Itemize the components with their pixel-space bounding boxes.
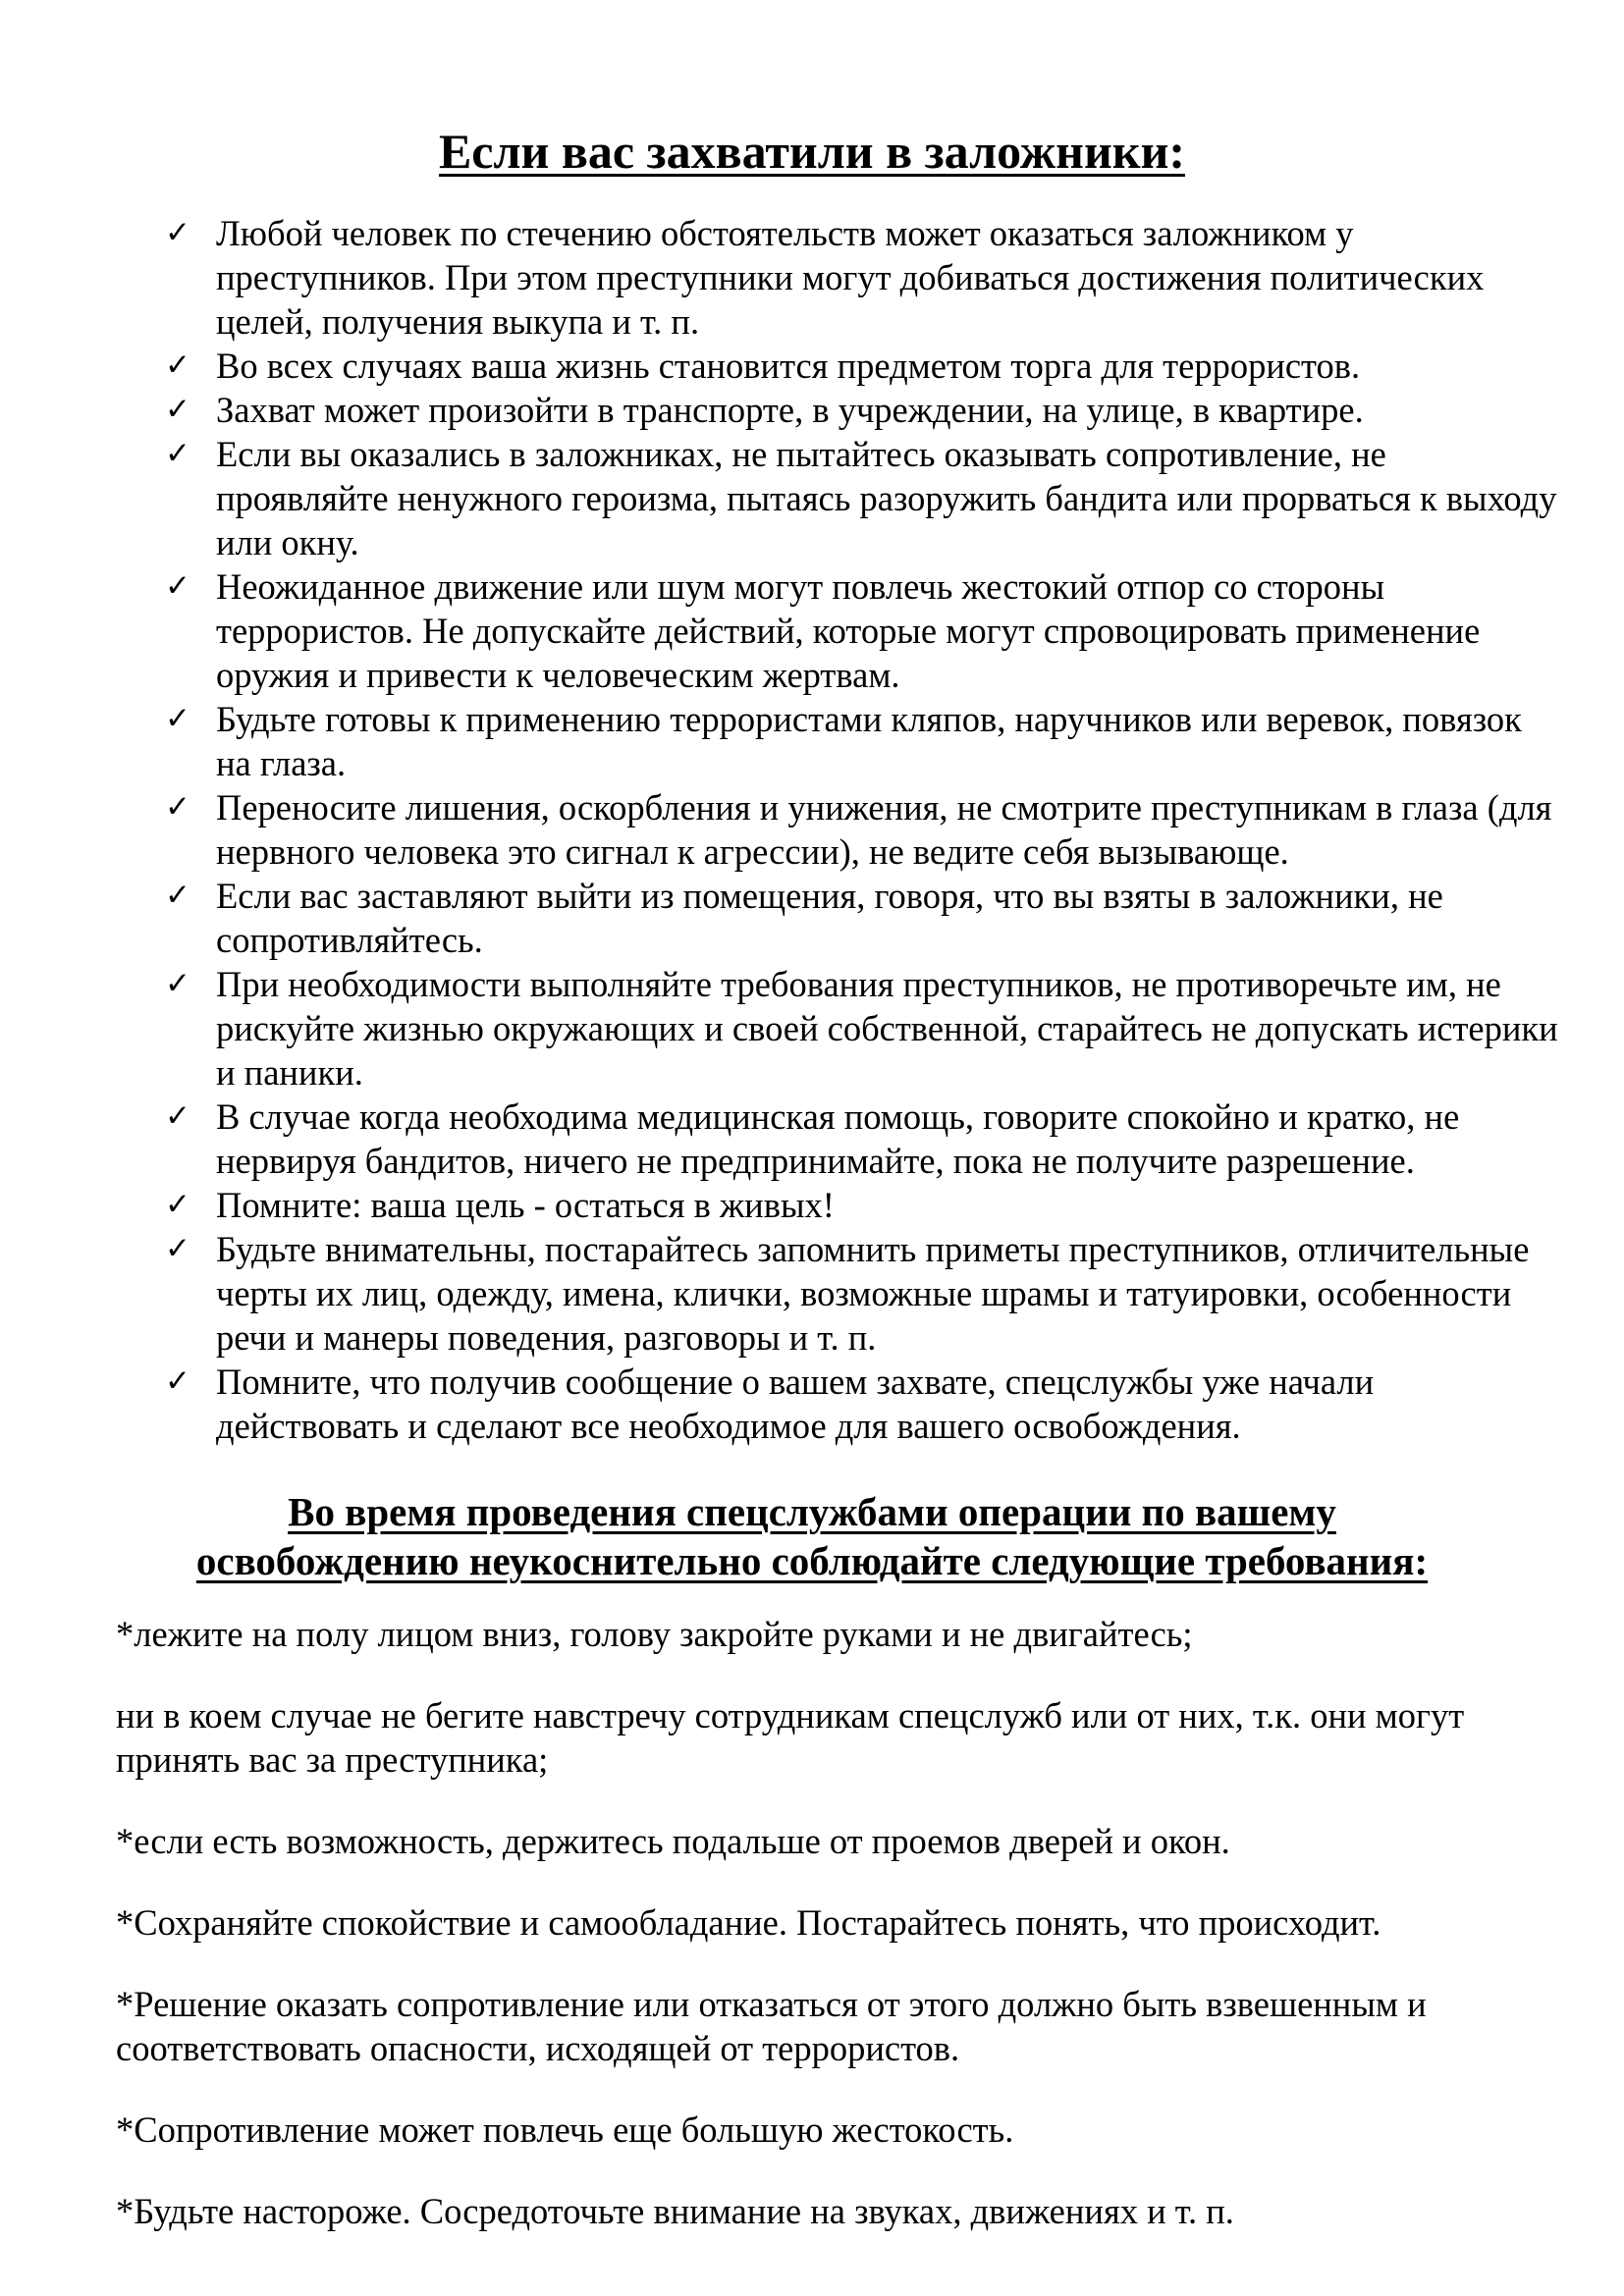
checklist-item bbox=[165, 388, 1559, 432]
checklist-item-text: Переносите лишения, оскорбления и унижения, не смотрите преступникам в глаза (для нервного человека это сигнал к агрессии), не ведите себя вызывающе. bbox=[216, 787, 1552, 872]
checklist-item-text: Если вы оказались в заложниках, не пытайтесь оказывать сопротивление, не проявляйте ненужного героизма, пытаясь разоружить бандита или прорваться к выходу или окну. bbox=[216, 434, 1557, 562]
checklist-item bbox=[165, 697, 1559, 785]
checklist-item-text: При необходимости выполняйте требования преступников, не противоречьте им, не рискуйте жизнью окружающих и своей собственной, старайтесь не допускать истерики и паники. bbox=[216, 964, 1558, 1093]
checkmark-icon: ✓ bbox=[165, 347, 190, 383]
checkmark-icon: ✓ bbox=[165, 568, 190, 604]
checklist-item-text: Будьте внимательны, постарайтесь запомнить приметы преступников, отличительные черты их лиц, одежду, имена, клички, возможные шрамы и татуировки, особенности речи и манеры поведения, разговоры и т. п. bbox=[216, 1229, 1530, 1358]
checkmark-icon: ✓ bbox=[165, 789, 190, 825]
checkmark-icon: ✓ bbox=[165, 1231, 190, 1266]
requirement-paragraph: *Будьте настороже. Сосредоточьте внимание на звуках, движениях и т. п. bbox=[116, 2191, 1234, 2231]
checklist-item bbox=[165, 1227, 1559, 1360]
checkmark-icon: ✓ bbox=[165, 1098, 190, 1134]
checklist-item-text: Помните: ваша цель - остаться в живых! bbox=[216, 1185, 835, 1225]
checklist-item-text: Помните, что получив сообщение о вашем захвате, спецслужбы уже начали действовать и сделают все необходимое для вашего освобождения. bbox=[216, 1362, 1375, 1446]
checklist-item-text: В случае когда необходима медицинская помощь, говорите спокойно и кратко, не нервируя бандитов, ничего не предпринимайте, пока не получите разрешение. bbox=[216, 1096, 1460, 1181]
section-heading-line-2: освобождению неукоснительно соблюдайте следующие требования: bbox=[195, 1538, 1429, 1583]
checklist-item-text: Если вас заставляют выйти из помещения, говоря, что вы взяты в заложники, не сопротивляйтесь. bbox=[216, 876, 1443, 960]
checklist-item bbox=[165, 344, 1559, 388]
checklist-item-text: Неожиданное движение или шум могут повлечь жестокий отпор со стороны террористов. Не допускайте действий, которые могут спровоцировать применение оружия и привести к человеческим жертвам. bbox=[216, 566, 1481, 695]
checklist-item bbox=[165, 432, 1559, 564]
checklist-item bbox=[165, 962, 1559, 1095]
checklist-item bbox=[165, 1095, 1559, 1183]
checklist-item bbox=[165, 874, 1559, 962]
checkmark-icon: ✓ bbox=[165, 1187, 190, 1222]
checklist-item bbox=[165, 564, 1559, 697]
checklist-item bbox=[165, 1360, 1559, 1448]
requirement-paragraph: *Сохраняйте спокойствие и самообладание. Постарайтесь понять, что происходит. bbox=[116, 1902, 1381, 1943]
checklist-item-text: Захват может произойти в транспорте, в учреждении, на улице, в квартире. bbox=[216, 390, 1364, 430]
requirement-paragraph: ни в коем случае не бегите навстречу сотрудникам спецслужб или от них, т.к. они могут принять вас за преступника; bbox=[116, 1695, 1465, 1780]
requirement-paragraph: *Решение оказать сопротивление или отказаться от этого должно быть взвешенным и соответствовать опасности, исходящей от террористов. bbox=[116, 1984, 1427, 2068]
requirement-paragraph: *Сопротивление может повлечь еще большую жестокость. bbox=[116, 2109, 1014, 2150]
checklist-item bbox=[165, 211, 1559, 344]
checkmark-icon: ✓ bbox=[165, 966, 190, 1001]
requirement-paragraph: *лежите на полу лицом вниз, голову закройте руками и не двигайтесь; bbox=[116, 1614, 1193, 1654]
section-heading bbox=[0, 1487, 1624, 1585]
hostage-checklist bbox=[165, 211, 1559, 1448]
checkmark-icon: ✓ bbox=[165, 436, 190, 471]
checkmark-icon: ✓ bbox=[165, 1363, 190, 1399]
checklist-item bbox=[165, 1183, 1559, 1227]
requirements-list bbox=[116, 1612, 1559, 2270]
page-title: Если вас захватили в заложники: bbox=[438, 124, 1186, 179]
checklist-item-text: Будьте готовы к применению террористами кляпов, наручников или веревок, повязок на глаза. bbox=[216, 699, 1522, 783]
requirement-paragraph: *если есть возможность, держитесь подальше от проемов дверей и окон. bbox=[116, 1821, 1230, 1861]
checklist-item-text: Во всех случаях ваша жизнь становится предметом торга для террористов. bbox=[216, 346, 1361, 386]
section-heading-line-1: Во время проведения спецслужбами операции по вашему bbox=[288, 1489, 1336, 1534]
checklist-item-text: Любой человек по стечению обстоятельств может оказаться заложником у преступников. При этом преступники могут добиваться достижения политических целей, получения выкупа и т. п. bbox=[216, 213, 1485, 342]
checkmark-icon: ✓ bbox=[165, 701, 190, 736]
checklist-item bbox=[165, 785, 1559, 874]
checkmark-icon: ✓ bbox=[165, 878, 190, 913]
checkmark-icon: ✓ bbox=[165, 215, 190, 250]
checkmark-icon: ✓ bbox=[165, 392, 190, 427]
